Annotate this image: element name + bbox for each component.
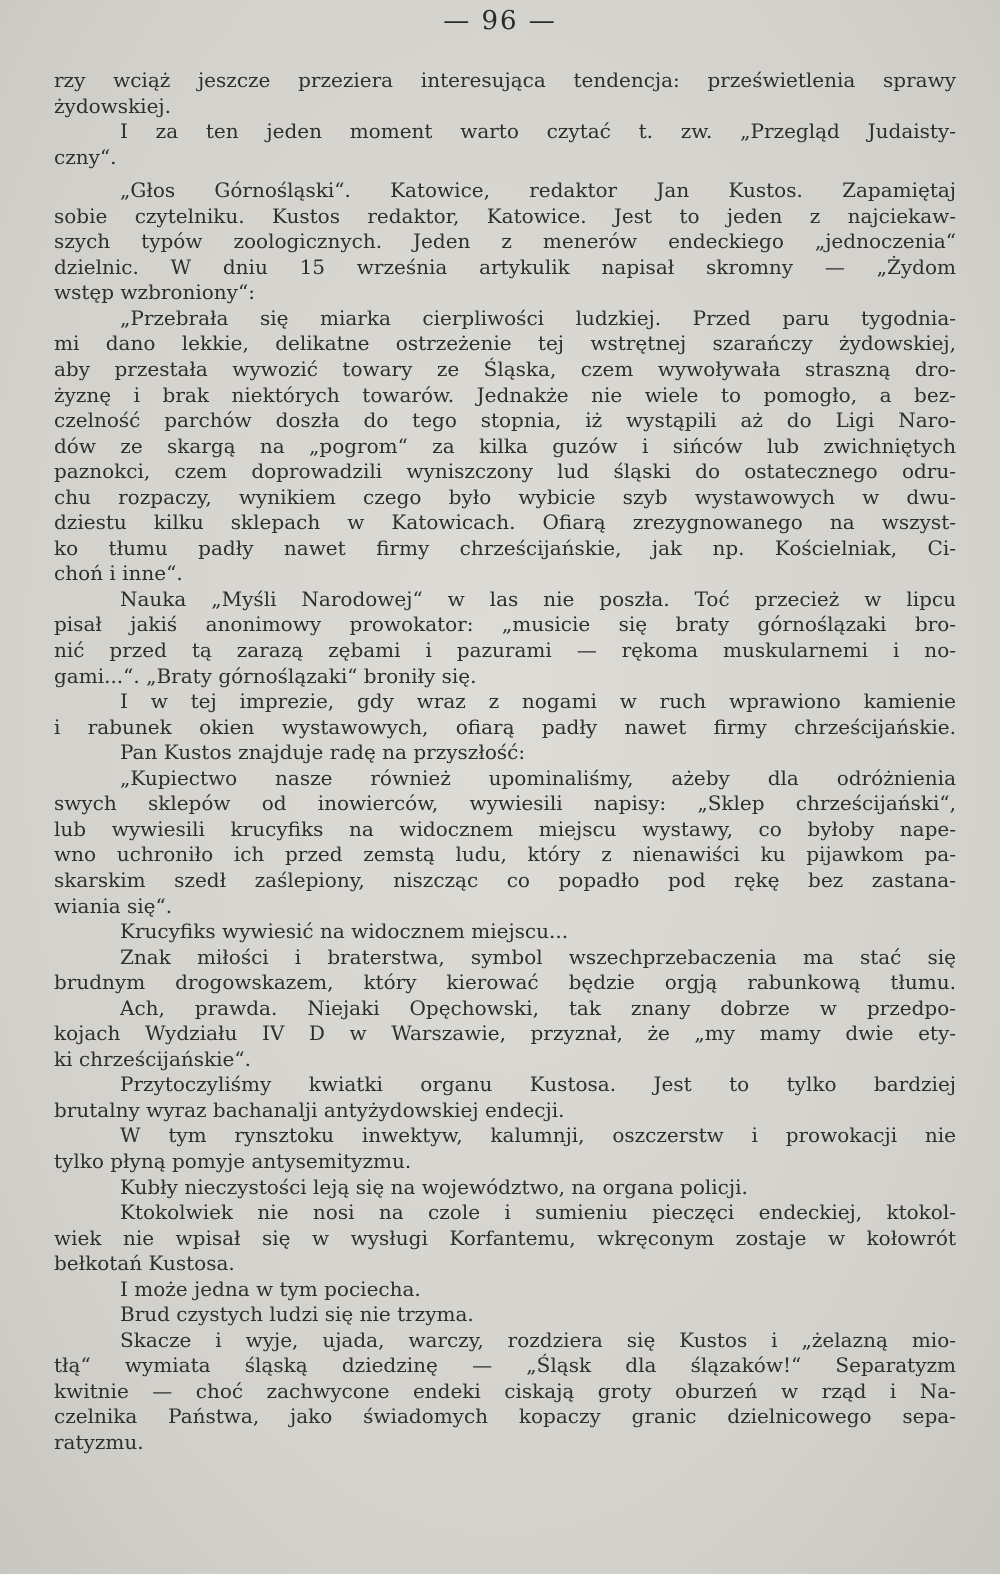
text-line: gami...“. „Braty górnoślązaki“ broniły się. — [54, 663, 477, 688]
text-line: choń i inne“. — [54, 561, 183, 586]
page-number: — 96 — — [443, 6, 557, 36]
text-line: mi dano lekkie, delikatne ostrzeżenie tej wstrętnej szarańczy żydowskiej, — [54, 331, 956, 356]
text-line: skarskim szedł zaślepiony, niszcząc co popadło pod rękę bez zastana- — [54, 867, 956, 892]
text-line: kwitnie — choć zachwycone endeki ciskają groty oburzeń w rząd i Na- — [54, 1378, 956, 1403]
text-line: brudnym drogowskazem, który kierować będzie orgją rabunkową tłumu. — [54, 970, 956, 995]
text-line: I w tej imprezie, gdy wraz z nogami w ruch wprawiono kamienie — [120, 689, 956, 714]
text-line: „Kupiectwo nasze również upominaliśmy, ażeby dla odróżnienia — [120, 765, 956, 790]
text-line: tylko płyną pomyje antysemityzmu. — [54, 1148, 412, 1173]
text-line: kojach Wydziału IV D w Warszawie, przyznał, że „my mamy dwie ety- — [54, 1021, 956, 1046]
text-line: rzy wciąż jeszcze przeziera interesująca tendencja: prześwietlenia sprawy — [54, 68, 956, 92]
text-line: lub wywiesili krucyfiks na widocznem miejscu wystawy, co byłoby nape- — [54, 816, 956, 841]
text-line: dzielnic. W dniu 15 września artykulik napisał skromny — „Żydom — [54, 254, 956, 279]
text-line: czelność parchów doszła do tego stopnia, iż wystąpili aż do Ligi Naro- — [54, 408, 956, 433]
text-line: „Głos Górnośląski“. Katowice, redaktor Jan Kustos. Zapamiętaj — [120, 178, 956, 203]
text-line: dziestu kilku sklepach w Katowicach. Ofiarą zrezygnowanego na wszyst- — [54, 510, 956, 535]
text-line: szych typów zoologicznych. Jeden z menerów endeckiego „jednoczenia“ — [54, 229, 956, 254]
text-line: wiania się“. — [54, 893, 173, 918]
text-line: brutalny wyraz bachanalji antyżydowskiej endecji. — [54, 1097, 565, 1122]
text-line: bełkotań Kustosa. — [54, 1251, 235, 1276]
text-line: wno uchroniło ich przed zemstą ludu, który z nienawiści ku pijawkom pa- — [54, 842, 956, 867]
text-line: paznokci, czem doprowadzili wyniszczony lud śląski do ostatecznego odru- — [54, 459, 956, 484]
text-line: wstęp wzbroniony“: — [54, 280, 255, 305]
text-line: żyznę i brak niektórych towarów. Jednakże nie wiele to pomogło, a bez- — [54, 382, 956, 407]
text-line: wiek nie wpisał się w wysługi Korfantemu, wkręconym zostaje w kołowrót — [54, 1225, 956, 1250]
text-line: I może jedna w tym pociecha. — [120, 1276, 421, 1301]
text-line: chu rozpaczy, wynikiem czego było wybicie szyb wystawowych w dwu- — [54, 484, 956, 509]
text-line: Skacze i wyje, ujada, warczy, rozdziera się Kustos i „żelazną mio- — [120, 1327, 956, 1352]
text-line: nić przed tą zarazą zębami i pazurami — rękoma muskularnemi i no- — [54, 638, 956, 663]
text-line: ratyzmu. — [54, 1429, 144, 1454]
text-line: tłą“ wymiata śląską dziedzinę — „Śląsk dla ślązaków!“ Separatyzm — [54, 1353, 956, 1378]
text-line: sobie czytelniku. Kustos redaktor, Katowice. Jest to jeden z najciekaw- — [54, 203, 956, 228]
text-line: I za ten jeden moment warto czytać t. zw. „Przegląd Judaisty- — [120, 119, 956, 144]
text-line: Kubły nieczystości leją się na województwo, na organa policji. — [120, 1174, 748, 1199]
text-line: dów ze skargą na „pogrom“ za kilka guzów i sińców lub zwichniętych — [54, 433, 956, 458]
text-line: Nauka „Myśli Narodowej“ w las nie poszła. Toć przecież w lipcu — [120, 586, 956, 611]
text-line: Przytoczyliśmy kwiatki organu Kustosa. Jest to tylko bardziej — [120, 1072, 956, 1097]
text-line: pisał jakiś anonimowy prowokator: „musicie się braty górnoślązaki bro- — [54, 612, 956, 637]
text-line: aby przestała wywozić towary ze Śląska, czem wywoływała straszną dro- — [54, 357, 956, 382]
text-line: W tym rynsztoku inwektyw, kalumnji, oszczerstw i prowokacji nie — [120, 1123, 956, 1148]
text-line: Znak miłości i braterstwa, symbol wszechprzebaczenia ma stać się — [120, 944, 956, 969]
text-line: Ktokolwiek nie nosi na czole i sumieniu pieczęci endeckiej, ktokol- — [120, 1200, 956, 1225]
text-line: ki chrześcijańskie“. — [54, 1046, 251, 1071]
text-line: swych sklepów od inowierców, wywiesili napisy: „Sklep chrześcijański“, — [54, 791, 956, 816]
text-line: czelnika Państwa, jako świadomych kopaczy granic dzielnicowego sepa- — [54, 1404, 956, 1429]
text-line: Pan Kustos znajduje radę na przyszłość: — [120, 740, 526, 765]
text-line: ko tłumu padły nawet firmy chrześcijańskie, jak np. Kościelniak, Ci- — [54, 535, 956, 560]
text-line: i rabunek okien wystawowych, ofiarą padły nawet firmy chrześcijańskie. — [54, 714, 956, 739]
text-line: Brud czystych ludzi się nie trzyma. — [120, 1302, 474, 1327]
text-line: żydowskiej. — [54, 93, 171, 118]
text-line: „Przebrała się miarka cierpliwości ludzkiej. Przed paru tygodnia- — [120, 305, 956, 330]
text-line: Krucyfiks wywiesić na widocznem miejscu... — [120, 919, 569, 944]
text-line: Ach, prawda. Niejaki Opęchowski, tak znany dobrze w przedpo- — [120, 995, 956, 1020]
text-line: czny“. — [54, 144, 117, 169]
body-text — [54, 68, 956, 1456]
